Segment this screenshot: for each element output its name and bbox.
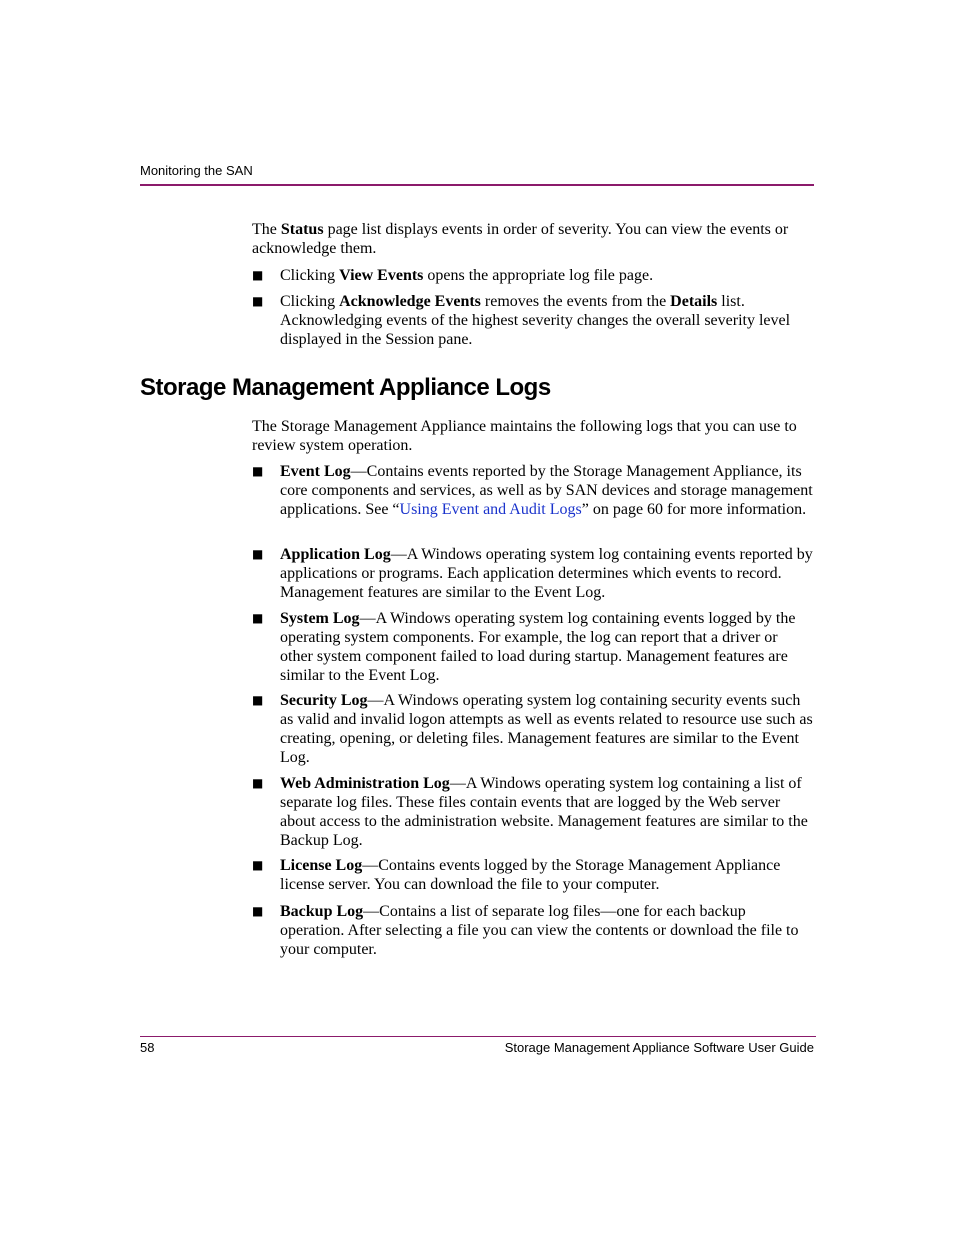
status-paragraph: The Status page list displays events in order of severity. You can view the events or acknowledge them. xyxy=(252,221,789,257)
bullet-icon: ■ xyxy=(252,268,264,282)
list-item-text: Clicking View Events opens the appropriate log file page. xyxy=(280,267,654,284)
list-item-text: Security Log—A Windows operating system log containing security events such as valid and invalid logon attempts as well as events related to resource use such as creating, opening, or deleting files. Management features are similar to the Event Log. xyxy=(280,692,813,766)
bullet-icon: ■ xyxy=(252,904,264,918)
list-item-text: Web Administration Log—A Windows operating system log containing a list of separate log files. These files contain events that are logged by the Web server about access to the administration website. Management features are similar to the Backup Log. xyxy=(280,775,808,849)
section-intro: The Storage Management Appliance maintains the following logs that you can use to review system operation. xyxy=(252,418,797,454)
list-item-text: System Log—A Windows operating system log containing events logged by the operating system components. For example, the log can report that a driver or other system component failed to load during startup. Management features are similar to the Event Log. xyxy=(280,610,796,684)
list-item-text: Application Log—A Windows operating system log containing events reported by applications or programs. Each application determines which events to record. Management features are similar to the Event Log. xyxy=(280,546,813,601)
bullet-icon: ■ xyxy=(252,464,264,478)
section-heading: Storage Management Appliance Logs xyxy=(140,374,551,401)
page-number: 58 xyxy=(140,1040,155,1055)
bullet-icon: ■ xyxy=(252,294,264,308)
header-rule xyxy=(140,184,814,186)
footer-rule xyxy=(140,1036,816,1037)
bullet-icon: ■ xyxy=(252,858,264,872)
list-item-text: Backup Log—Contains a list of separate log files—one for each backup operation. After selecting a file you can view the contents or download the file to your computer. xyxy=(280,903,799,958)
document-title: Storage Management Appliance Software User Guide xyxy=(504,1040,814,1055)
list-item-text: Clicking Acknowledge Events removes the events from the Details list. Acknowledging events of the highest severity changes the overall severity level displayed in the Session pane. xyxy=(280,293,791,348)
bullet-icon: ■ xyxy=(252,776,264,790)
bullet-icon: ■ xyxy=(252,547,264,561)
bullet-icon: ■ xyxy=(252,611,264,625)
event-audit-logs-link[interactable]: Using Event and Audit Logs xyxy=(399,501,582,518)
running-header: Monitoring the SAN xyxy=(140,163,253,178)
list-item-text: Event Log—Contains events reported by the Storage Management Appliance, its core components and services, as well as by SAN devices and storage management applications. See “Using Event and Audit Logs” on page 60 for more information. xyxy=(280,463,813,518)
list-item-text: License Log—Contains events logged by the Storage Management Appliance license server. You can download the file to your computer. xyxy=(280,857,781,893)
bullet-icon: ■ xyxy=(252,693,264,707)
